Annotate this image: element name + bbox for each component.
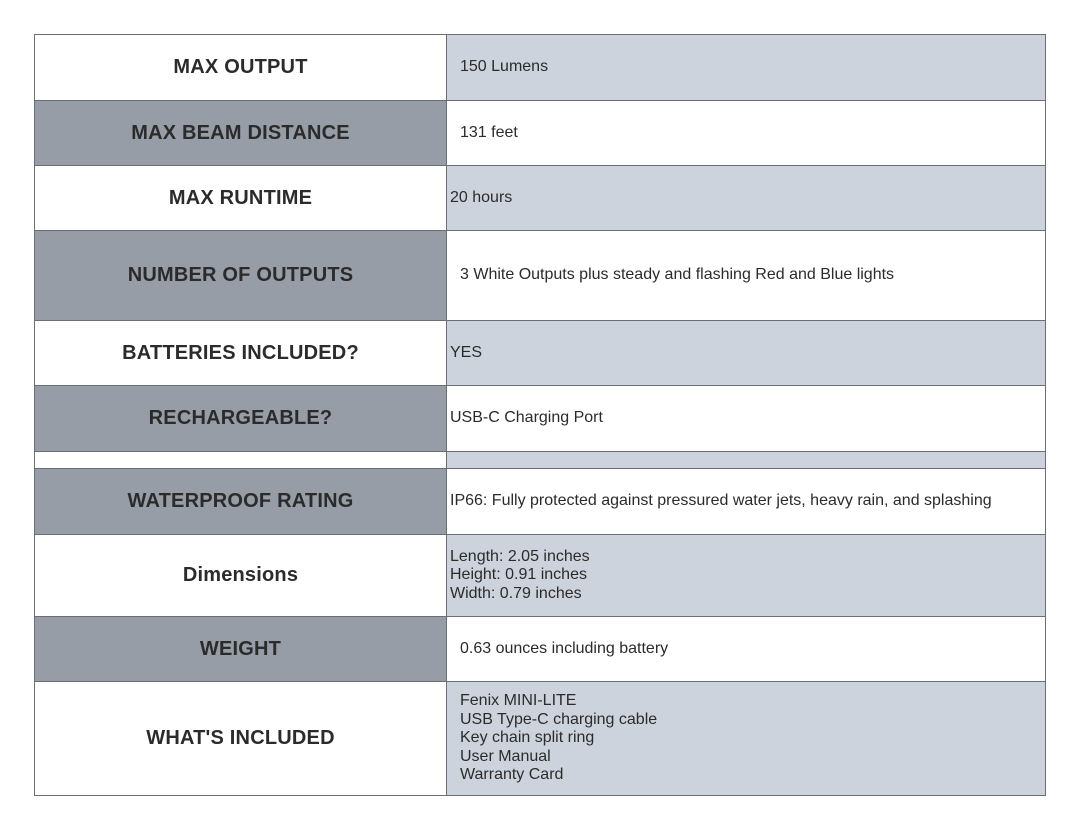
included-item: User Manual: [460, 747, 551, 765]
table-row-max-beam-distance: [35, 101, 1046, 166]
included-item: USB Type-C charging cable: [460, 710, 658, 728]
included-item: Fenix MINI-LITE: [460, 692, 577, 710]
label-spacer: [35, 452, 447, 469]
included-item: Key chain split ring: [460, 729, 595, 747]
dimensions-length: Length: 2.05 inches: [450, 547, 590, 565]
table-row-whats-included: [35, 682, 1046, 796]
table-row-waterproof-rating: [35, 469, 1046, 535]
value-waterproof-rating: IP66: Fully protected against pressured water jets, heavy rain, and splashing: [447, 469, 1046, 535]
value-spacer: [447, 452, 1046, 469]
label-dimensions: Dimensions: [35, 535, 447, 617]
value-whats-included: [447, 682, 1046, 796]
label-weight: WEIGHT: [35, 617, 447, 682]
table-row-rechargeable: [35, 386, 1046, 452]
value-max-output: 150 Lumens: [447, 35, 1046, 101]
value-rechargeable: USB-C Charging Port: [447, 386, 1046, 452]
label-whats-included: WHAT'S INCLUDED: [35, 682, 447, 796]
table-row-weight: [35, 617, 1046, 682]
value-max-beam-distance: 131 feet: [447, 101, 1046, 166]
label-batteries-included: BATTERIES INCLUDED?: [35, 321, 447, 386]
dimensions-width: Width: 0.79 inches: [450, 584, 582, 602]
value-dimensions: [447, 535, 1046, 617]
value-weight: 0.63 ounces including battery: [447, 617, 1046, 682]
value-batteries-included: YES: [447, 321, 1046, 386]
label-number-of-outputs: NUMBER OF OUTPUTS: [35, 231, 447, 321]
label-max-output: MAX OUTPUT: [35, 35, 447, 101]
included-item: Warranty Card: [460, 766, 564, 784]
dimensions-height: Height: 0.91 inches: [450, 566, 587, 584]
table-row-number-of-outputs: [35, 231, 1046, 321]
table-row-dimensions: [35, 535, 1046, 617]
table-row-spacer: [35, 452, 1046, 469]
value-number-of-outputs: 3 White Outputs plus steady and flashing Red and Blue lights: [447, 231, 1046, 321]
table-row-batteries-included: [35, 321, 1046, 386]
label-max-runtime: MAX RUNTIME: [35, 166, 447, 231]
value-max-runtime: 20 hours: [447, 166, 1046, 231]
label-waterproof-rating: WATERPROOF RATING: [35, 469, 447, 535]
spec-table: [34, 34, 1046, 796]
table-row-max-runtime: [35, 166, 1046, 231]
table-row-max-output: [35, 35, 1046, 101]
label-max-beam-distance: MAX BEAM DISTANCE: [35, 101, 447, 166]
label-rechargeable: RECHARGEABLE?: [35, 386, 447, 452]
